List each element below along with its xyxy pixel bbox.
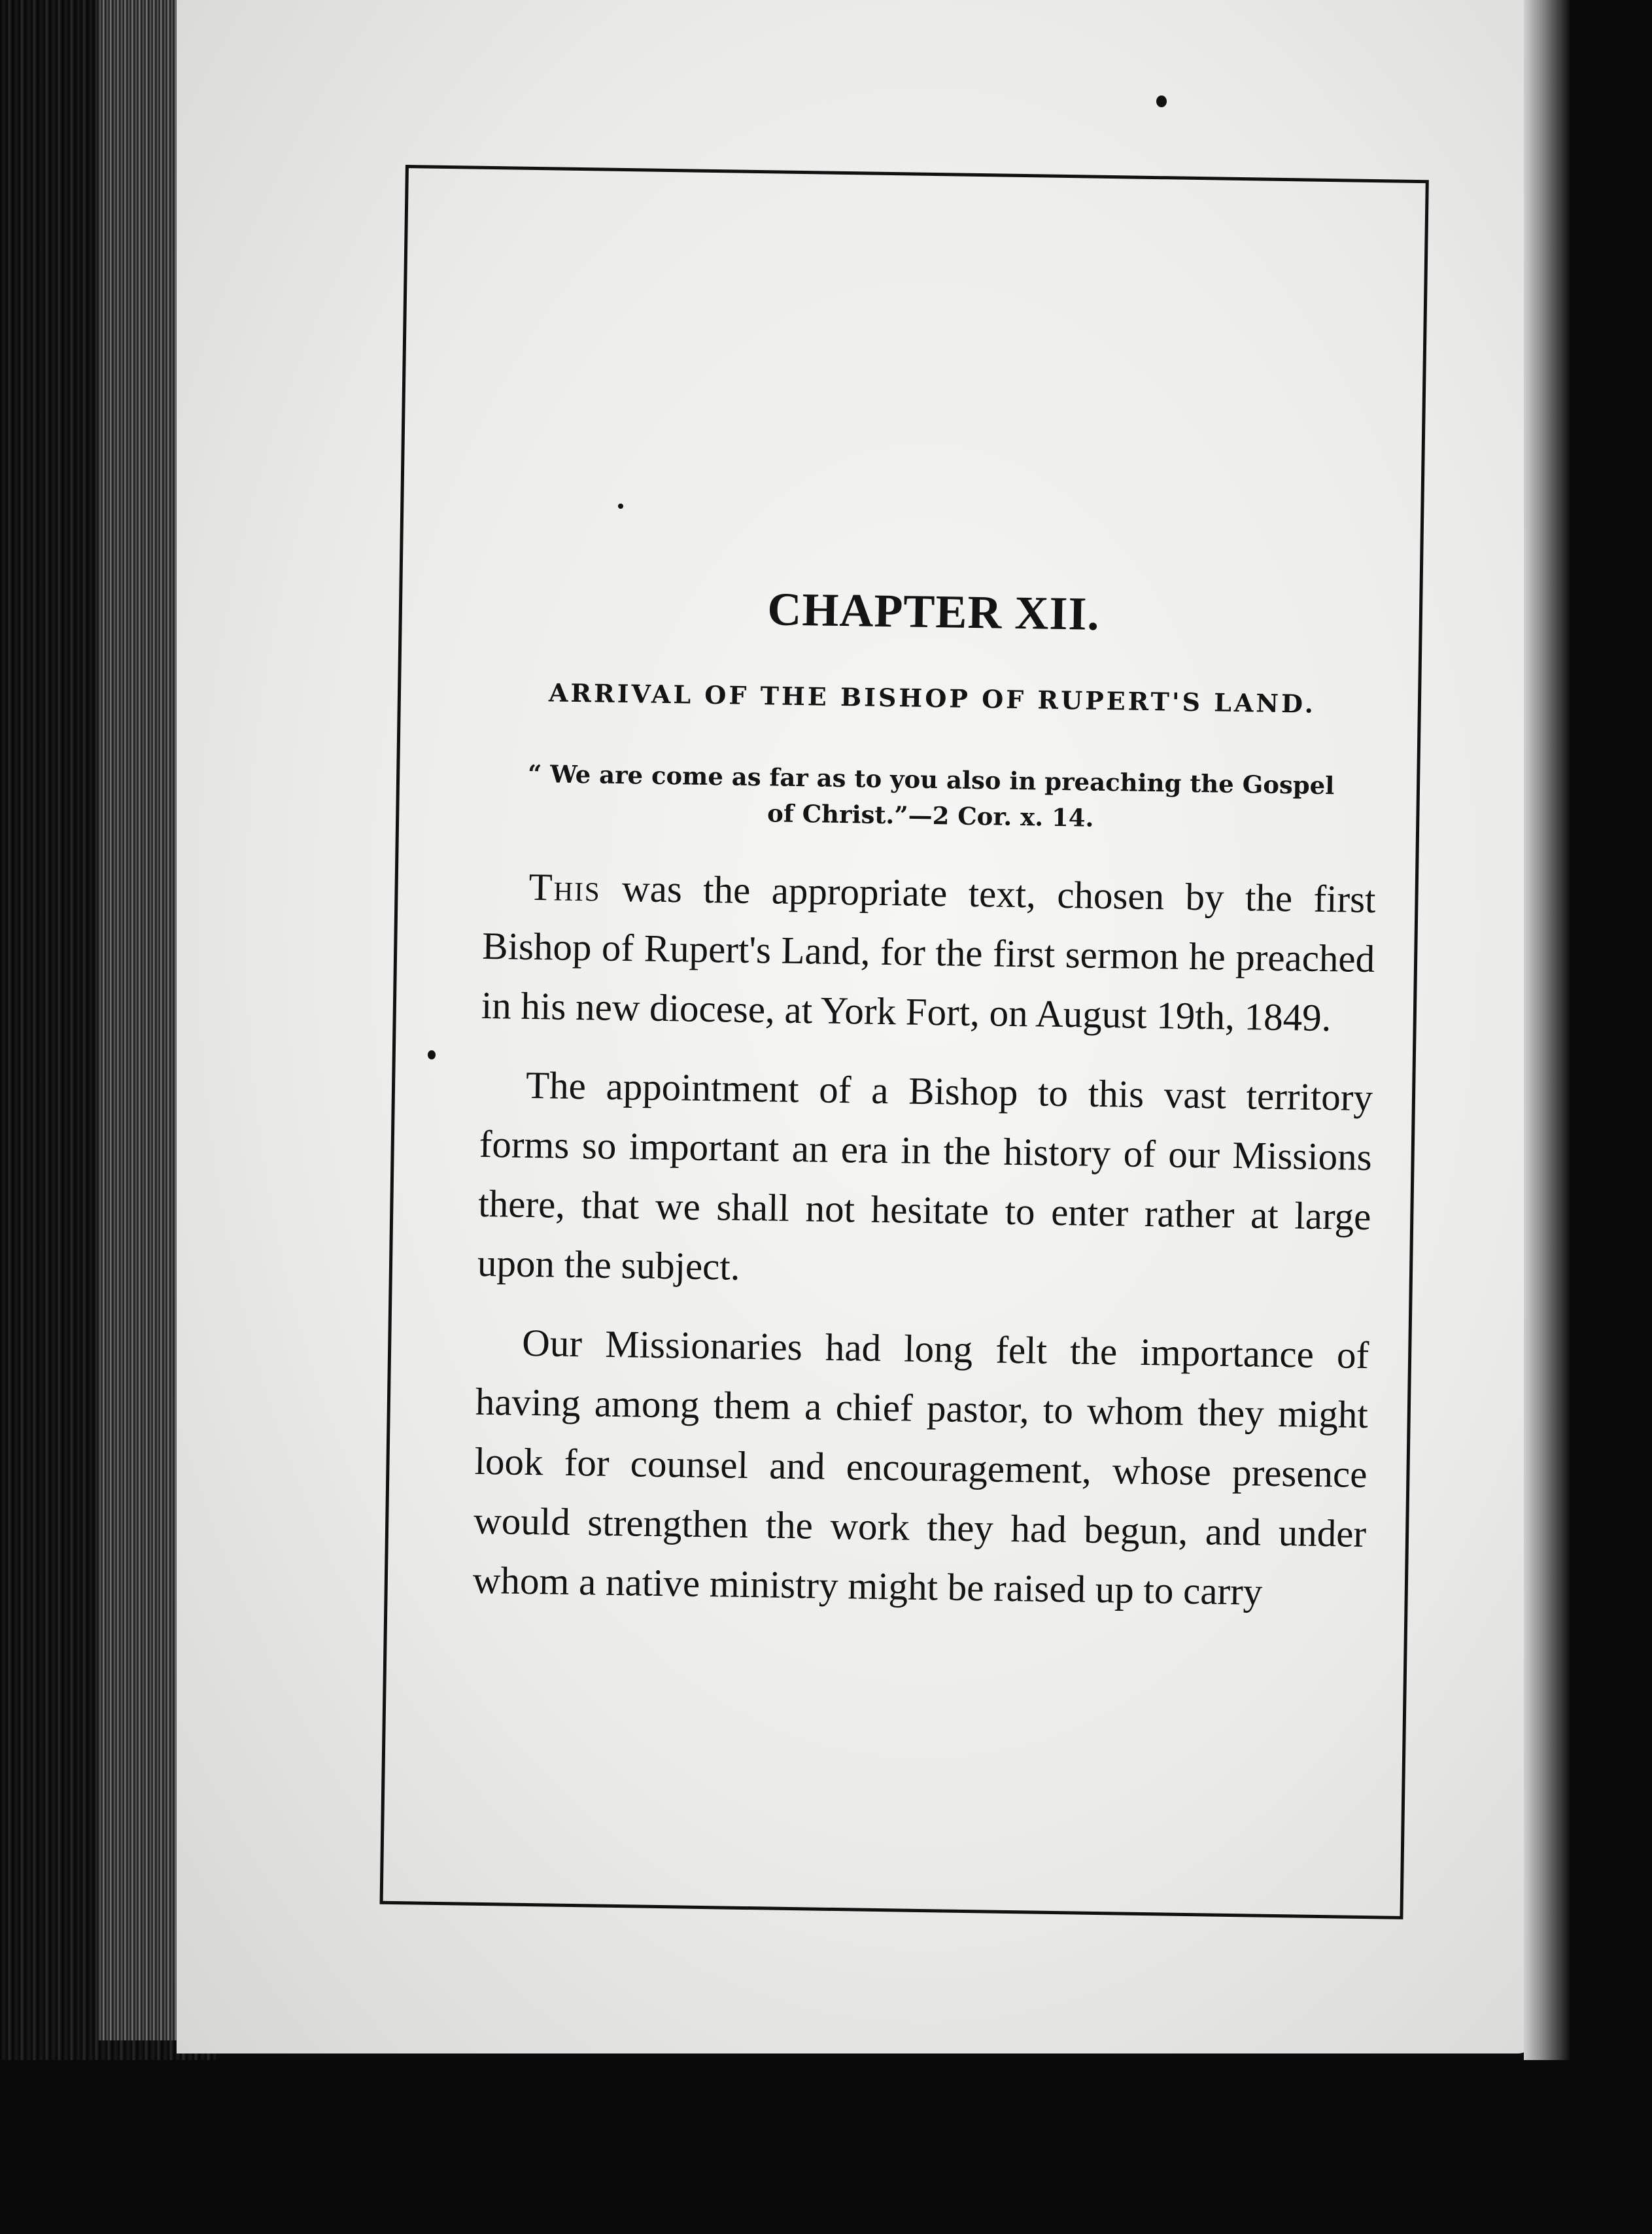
paragraph-3: Our Missionaries had long felt the importance of having among them a chief pastor, to whom they might look for counsel and encouragement, whose presence would strengthen the work they had begun, and under whom a native ministry might be raised up to carry — [472, 1320, 1369, 1613]
epigraph — [484, 755, 1377, 840]
page-shadow — [1524, 0, 1570, 2060]
ink-speck — [1156, 95, 1167, 107]
chapter-subtitle: ARRIVAL OF THE BISHOP OF RUPERT'S LAND. — [548, 678, 1316, 719]
epigraph-line-2: of Christ.”—2 Cor. x. 14. — [766, 799, 1094, 833]
chapter-title: CHAPTER XII. — [766, 583, 1101, 640]
page-frame — [380, 165, 1429, 1919]
paragraph-2: The appointment of a Bishop to this vast territory forms so important an era in the history of our Missions there, that we shall not hesitate to enter rather at large upon the subject. — [477, 1063, 1373, 1288]
scan-background-right — [1570, 0, 1652, 2234]
chapter-content — [472, 578, 1381, 1643]
paragraph-1-text: was the appropriate text, chosen by the first Bishop of Rupert's Land, for the first sermon he preached in his new diocese, at York Fort, on August 19th, 1849. — [481, 866, 1376, 1040]
epigraph-line-1: “ We are come as far as to you also in preaching the Gospel — [527, 759, 1335, 800]
scan-background-bottom — [0, 2060, 1652, 2234]
paragraph-1 — [481, 857, 1376, 1048]
paragraph-1-first-word: This — [528, 865, 602, 910]
